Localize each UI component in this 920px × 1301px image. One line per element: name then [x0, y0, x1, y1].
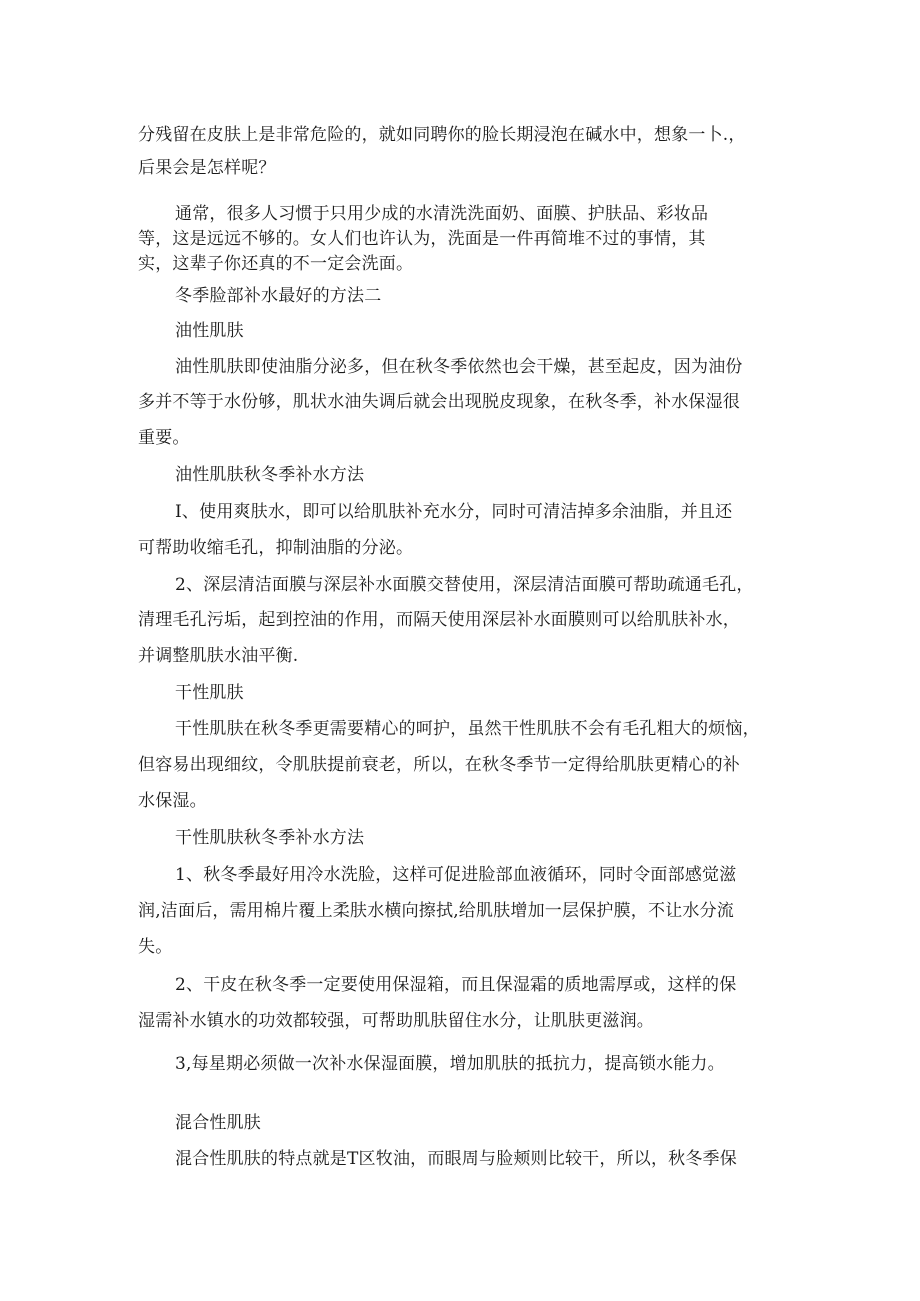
list-item-line: 可帮助收缩毛孔，抑制油脂的分泌。 [138, 538, 414, 558]
section-heading: 冬季脸部补水最好的方法二 [175, 286, 382, 306]
paragraph-line: 多并不等于水份够，肌状水油失调后就会出现脱皮现象，在秋冬季，补水保湿很 [138, 392, 740, 412]
paragraph-line: 混合性肌肤的特点就是T区牧油，而眼周与脸颊则比较干，所以，秋冬季保 [175, 1149, 737, 1169]
list-item-line: 湿需补水镇水的功效都较强，可帮助肌肤留住水分，让肌肤更滋润。 [138, 1011, 654, 1031]
paragraph-line: 水保湿。 [138, 791, 207, 811]
paragraph-line: 干性肌肤在秋冬季更需要精心的呵护，虽然干性肌肤不会有毛孔粗大的烦恼， [175, 719, 760, 739]
list-item-line: 3,每星期必须做一次补水保湿面膜，增加肌肤的抵抗力，提高锁水能力。 [175, 1054, 725, 1074]
paragraph-line: 后果会是怎样呢？ [138, 158, 276, 178]
list-item-line: 2、干皮在秋冬季一定要使用保湿箱，而且保湿霜的质地需厚或，这样的保 [175, 975, 737, 995]
list-item-line: 2、深层清洁面膜与深层补水面膜交替使用，深层清洁面膜可帮助疏通毛孔， [175, 575, 754, 595]
section-heading: 干性肌肤秋冬季补水方法 [175, 828, 365, 848]
section-heading: 油性肌肤秋冬季补水方法 [175, 465, 365, 485]
paragraph-line: 分残留在皮肤上是非常危险的，就如同聘你的脸长期浸泡在碱水中，想象一卜.， [138, 125, 746, 145]
section-heading: 干性肌肤 [175, 683, 244, 703]
list-item-line: I、使用爽肤水，即可以给肌肤补充水分，同时可清洁掉多余油脂，并且还 [175, 502, 733, 522]
list-item-line: 清理毛孔污垢，起到控油的作用，而隔天使用深层补水面膜则可以给肌肤补水， [138, 610, 740, 630]
list-item-line: 失。 [138, 937, 173, 957]
list-item-line: 1、秋冬季最好用冷水洗脸，这样可促进脸部血液循环，同时令面部感觉滋 [175, 865, 737, 885]
paragraph-line: 重要。 [138, 428, 190, 448]
paragraph-line: 通常，很多人习惯于只用少成的水清洗洗面奶、面膜、护肤品、彩妆品 [175, 204, 709, 224]
paragraph-line: 油性肌肤即使油脂分泌多，但在秋冬季依然也会干燥，甚至起皮，因为油份 [175, 357, 743, 377]
list-item-line: 润,洁面后，需用棉片覆上柔肤水横向擦拭,给肌肤增加一层保护膜，不让水分流 [138, 901, 735, 921]
list-item-line: 并调整肌肤水油平衡. [138, 646, 299, 666]
section-heading: 混合性肌肤 [175, 1113, 261, 1133]
section-heading: 油性肌肤 [175, 321, 244, 341]
paragraph-line: 实，这辈子你还真的不一定会洗面。 [138, 254, 414, 274]
paragraph-line: 但容易出现细纹，令肌肤提前衰老，所以，在秋冬季节一定得给肌肤更精心的补 [138, 755, 740, 775]
paragraph-line: 等，这是远远不够的。女人们也许认为，洗面是一件再简堆不过的事情，其 [138, 229, 706, 249]
